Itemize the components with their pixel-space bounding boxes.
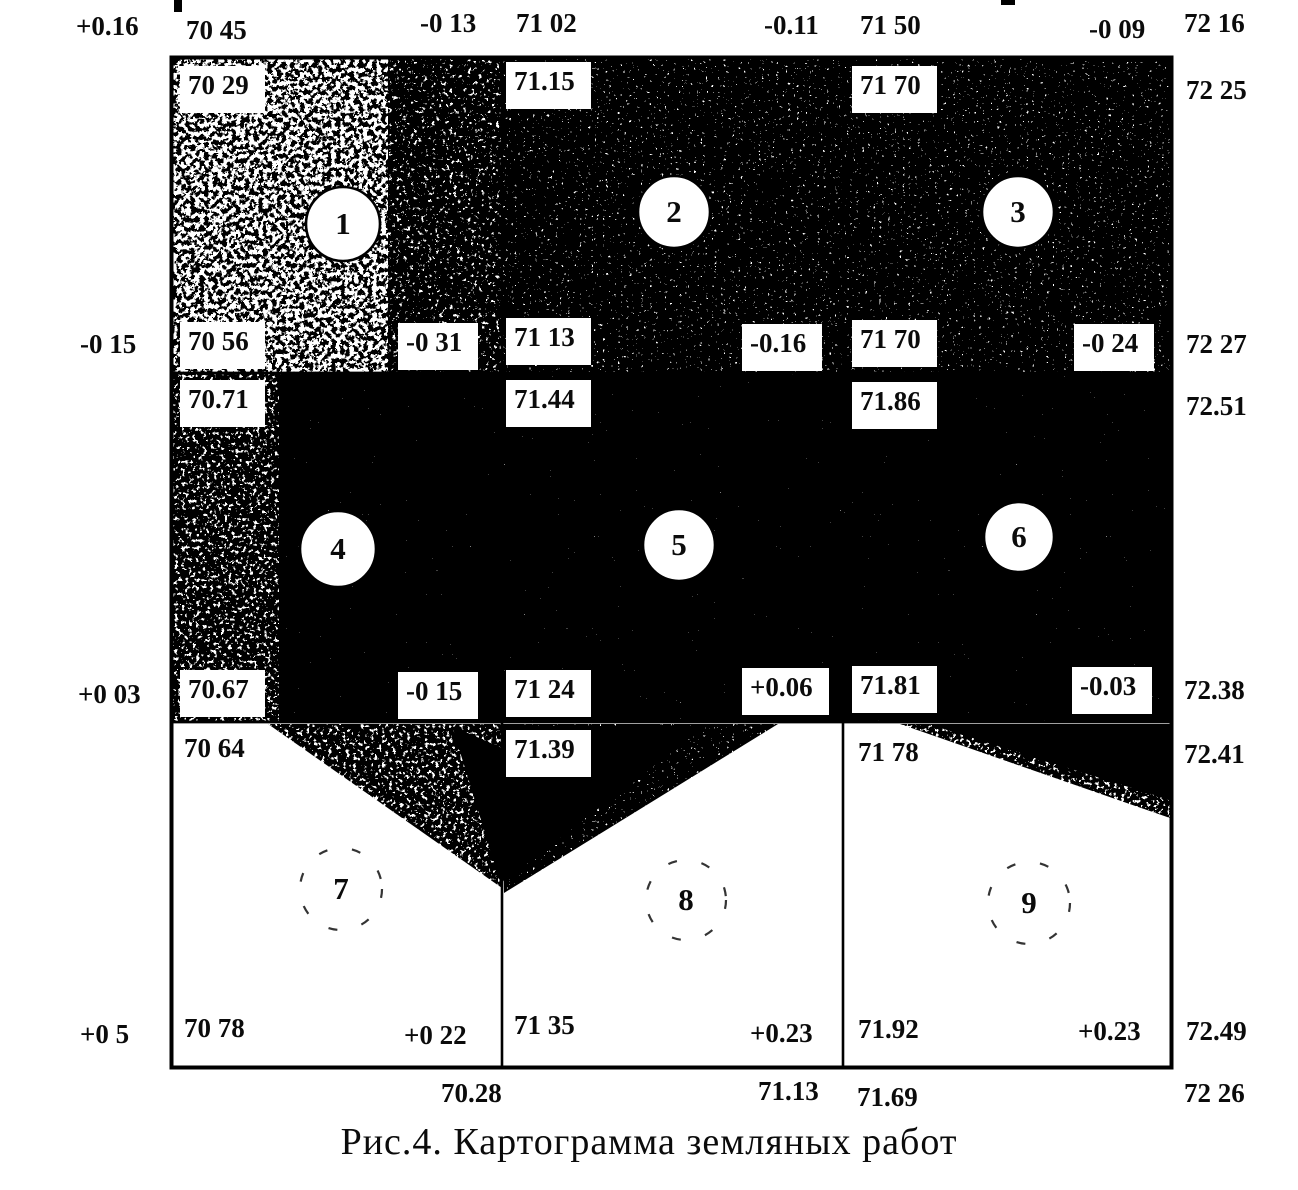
work-value: -0.16 [742, 324, 822, 371]
elevation-value: 72.51 [1186, 391, 1247, 421]
work-value: -0 31 [398, 323, 478, 370]
square-number-1: 1 [335, 206, 351, 241]
elevation-value: 71.44 [506, 380, 591, 427]
elevation-value: 71 35 [514, 1010, 575, 1040]
square-number-4: 4 [330, 531, 346, 566]
figure-caption: Рис.4. Картограмма земляных работ [340, 1121, 958, 1163]
elevation-value: 70 29 [180, 66, 265, 113]
elevation-value: 71.15 [506, 62, 591, 109]
elevation-value: 72 26 [1184, 1078, 1245, 1108]
work-value: +0.16 [76, 11, 139, 41]
work-value: -0 13 [420, 8, 477, 38]
work-value: -0 09 [1089, 14, 1146, 44]
work-value: -0 24 [1074, 324, 1154, 371]
elevation-value: 70 45 [186, 15, 247, 45]
elevation-value: 70.28 [441, 1078, 502, 1108]
work-value: -0 15 [398, 672, 478, 719]
square-number-7: 7 [333, 871, 349, 906]
elevation-value: 72.49 [1186, 1016, 1247, 1046]
work-value: -0 15 [80, 329, 137, 359]
elevation-value: 72 25 [1186, 75, 1247, 105]
square-number-8: 8 [678, 882, 694, 917]
work-value: +0.23 [1078, 1016, 1141, 1046]
elevation-value: 71 13 [506, 318, 591, 365]
elevation-value: 70.67 [180, 670, 265, 717]
elevation-value: 71.13 [758, 1076, 819, 1106]
elevation-value: 71 70 [852, 320, 937, 367]
elevation-value: 71.69 [857, 1082, 918, 1112]
elevation-value: 71 50 [860, 10, 921, 40]
square-number-2: 2 [666, 194, 682, 229]
square-number-5: 5 [671, 527, 687, 562]
work-value: +0 22 [404, 1020, 467, 1050]
square-number-9: 9 [1021, 885, 1037, 920]
elevation-value: 70 56 [180, 322, 265, 369]
work-value: -0.11 [764, 10, 819, 40]
work-value: +0 5 [80, 1019, 130, 1049]
elevation-value: 71.92 [858, 1014, 919, 1044]
elevation-value: 71.39 [506, 730, 591, 777]
elevation-value: 71 24 [506, 670, 591, 717]
elevation-value: 70 78 [184, 1013, 245, 1043]
work-value: -0.03 [1072, 667, 1152, 714]
elevation-value: 71 02 [516, 8, 577, 38]
elevation-value: 72 27 [1186, 329, 1247, 359]
work-value: +0.06 [742, 668, 829, 715]
elevation-value: 71.86 [852, 382, 937, 429]
elevation-value: 72.38 [1184, 675, 1245, 705]
elevation-value: 72.41 [1184, 739, 1245, 769]
elevation-value: 72 16 [1184, 8, 1245, 38]
work-value: +0.23 [750, 1018, 813, 1048]
square-number-3: 3 [1010, 194, 1026, 229]
square-number-6: 6 [1011, 519, 1027, 554]
work-value: +0 03 [78, 679, 141, 709]
elevation-value: 70 64 [184, 733, 245, 763]
elevation-value: 71 78 [858, 737, 919, 767]
elevation-value: 71.81 [852, 666, 937, 713]
elevation-value: 71 70 [852, 66, 937, 113]
elevation-value: 70.71 [180, 380, 265, 427]
